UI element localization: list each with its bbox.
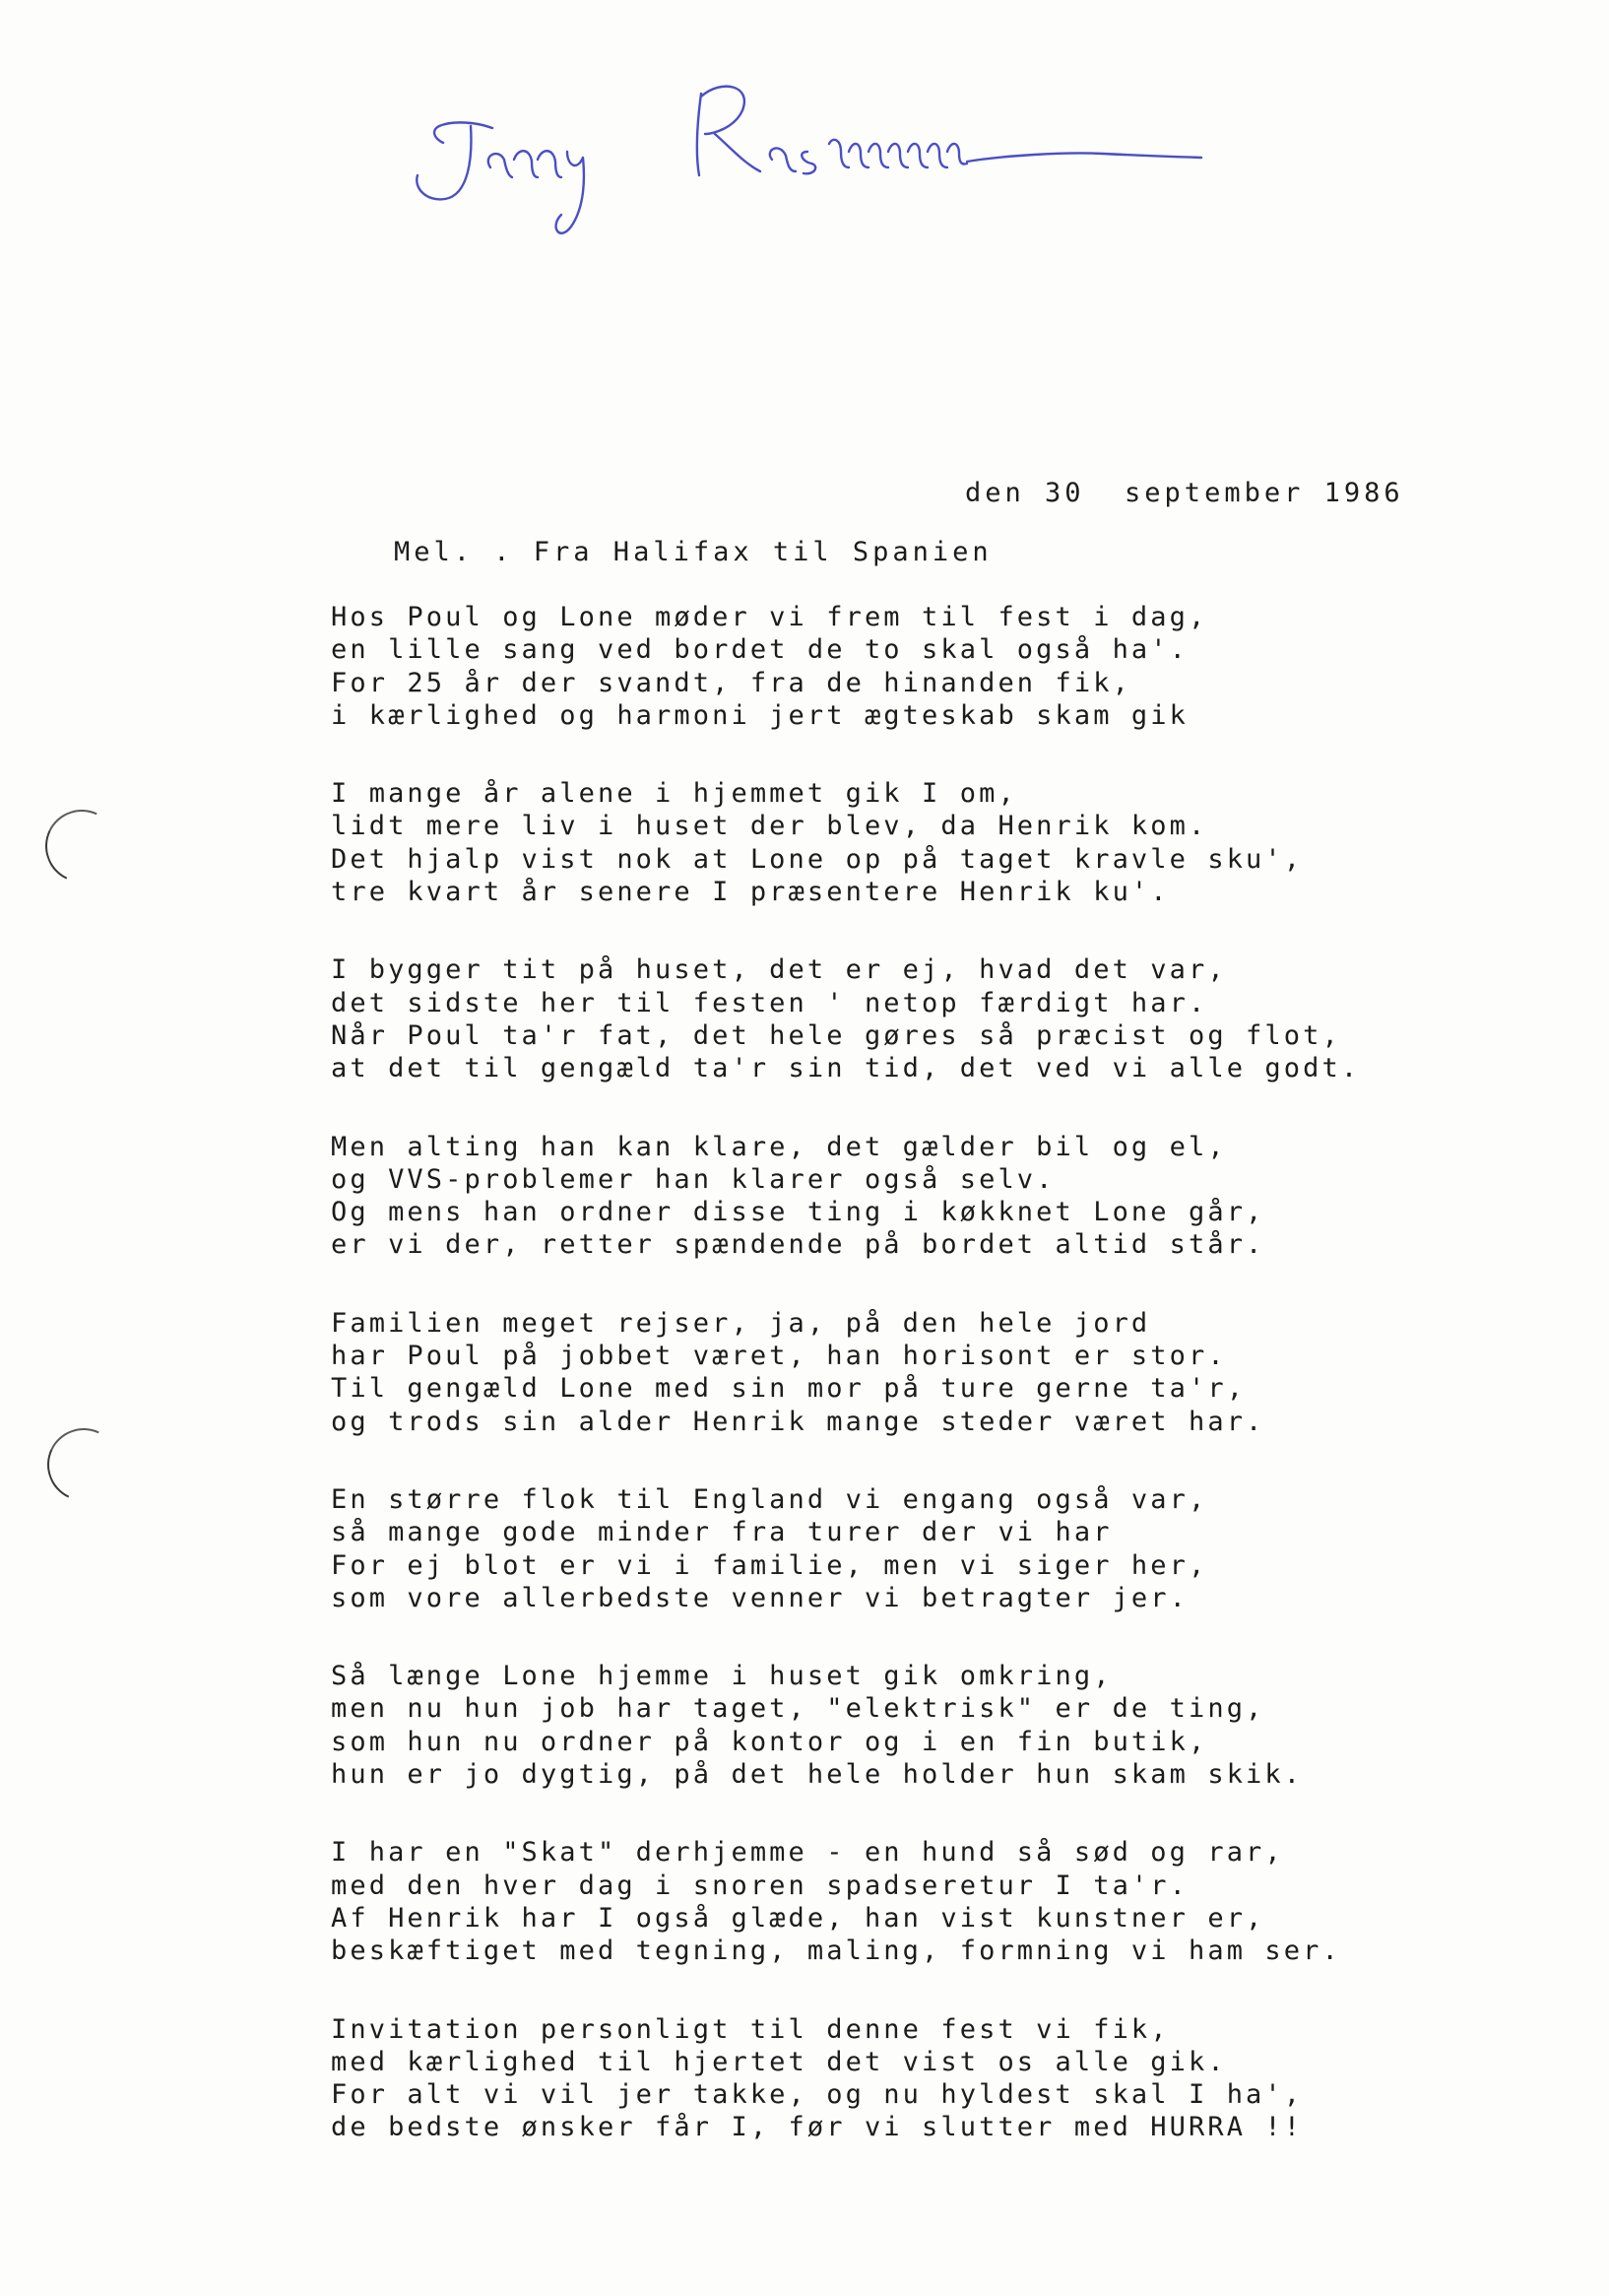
poem-line: med kærlighed til hjertet det vist os alle gik.: [331, 2046, 1227, 2077]
poem-line: I mange år alene i hjemmet gik I om,: [331, 778, 1017, 810]
stanza: [331, 1836, 1453, 1967]
poem-line: at det til gengæld ta'r sin tid, det ved vi alle godt.: [331, 1053, 1361, 1084]
handwritten-signature: [374, 49, 1319, 246]
stanza: [331, 953, 1453, 1084]
poem-line: For ej blot er vi i familie, men vi siger her,: [331, 1549, 1208, 1581]
poem-line: det sidste her til festen ' netop færdigt har.: [331, 987, 1208, 1018]
poem-line: Hos Poul og Lone møder vi frem til fest i dag,: [331, 602, 1208, 632]
poem-line: har Poul på jobbet været, han horisont er stor.: [331, 1341, 1227, 1372]
poem-line: en lille sang ved bordet de to skal også ha'.: [331, 634, 1189, 666]
stanza: [331, 601, 1453, 732]
punch-hole-top: [35, 800, 129, 893]
melody-heading: Mel. . Fra Halifax til Spanien: [394, 537, 993, 567]
stanza: [331, 1483, 1453, 1614]
stanza: [331, 1131, 1453, 1262]
poem-line: Af Henrik har I også glæde, han vist kunstner er,: [331, 1902, 1265, 1934]
poem-line: og VVS-problemer han klarer også selv.: [331, 1163, 1056, 1195]
poem-line: For 25 år der svandt, fra de hinanden fik,: [331, 667, 1131, 698]
poem-line: tre kvart år senere I præsentere Henrik ku'.: [331, 877, 1170, 908]
poem-line: med den hver dag i snoren spadseretur I ta'r.: [331, 1870, 1189, 1901]
stanza: [331, 1307, 1453, 1438]
poem-line: beskæftiget med tegning, maling, formning vi ham ser.: [331, 1935, 1341, 1967]
poem-line: som hun nu ordner på kontor og i en fin butik,: [331, 1726, 1208, 1757]
document-date: den 30 september 1986: [965, 478, 1404, 508]
stanza: [331, 777, 1453, 908]
poem-line: I bygger tit på huset, det er ej, hvad det var,: [331, 954, 1227, 986]
punch-hole-bottom: [37, 1418, 131, 1512]
poem-line: Og mens han ordner disse ting i køkknet Lone går,: [331, 1197, 1265, 1228]
poem-line: og trods sin alder Henrik mange steder været har.: [331, 1406, 1265, 1437]
poem-line: hun er jo dygtig, på det hele holder hun skam skik.: [331, 1759, 1304, 1791]
poem-line: Men alting han kan klare, det gælder bil og el,: [331, 1131, 1227, 1162]
poem-line: Til gengæld Lone med sin mor på ture gerne ta'r,: [331, 1373, 1247, 1405]
poem-line: de bedste ønsker får I, før vi slutter med HURRA !!: [331, 2112, 1304, 2143]
poem-line: Familien meget rejser, ja, på den hele jord: [331, 1307, 1151, 1339]
poem-line: men nu hun job har taget, "elektrisk" er de ting,: [331, 1693, 1265, 1725]
stanza: [331, 2013, 1453, 2144]
poem-line: En større flok til England vi engang også var,: [331, 1483, 1208, 1515]
poem-line: er vi der, retter spændende på bordet altid står.: [331, 1229, 1265, 1261]
poem-line: så mange gode minder fra turer der vi har: [331, 1517, 1113, 1548]
poem-line: som vore allerbedste venner vi betragter jer.: [331, 1582, 1189, 1613]
stanza: [331, 1660, 1453, 1791]
poem-line: lidt mere liv i huset der blev, da Henrik kom.: [331, 811, 1208, 842]
poem-line: i kærlighed og harmoni jert ægteskab skam gik: [331, 699, 1189, 731]
poem-line: Invitation personligt til denne fest vi fik,: [331, 2013, 1170, 2045]
poem-line: I har en "Skat" derhjemme - en hund så sød og rar,: [331, 1837, 1284, 1869]
poem-line: For alt vi vil jer takke, og nu hyldest skal I ha',: [331, 2079, 1304, 2111]
poem-line: Det hjalp vist nok at Lone op på taget kravle sku',: [331, 843, 1304, 875]
poem-line: Når Poul ta'r fat, det hele gøres så præcist og flot,: [331, 1019, 1341, 1051]
poem-line: Så længe Lone hjemme i huset gik omkring,: [331, 1661, 1113, 1692]
poem-body: [331, 601, 1453, 2190]
